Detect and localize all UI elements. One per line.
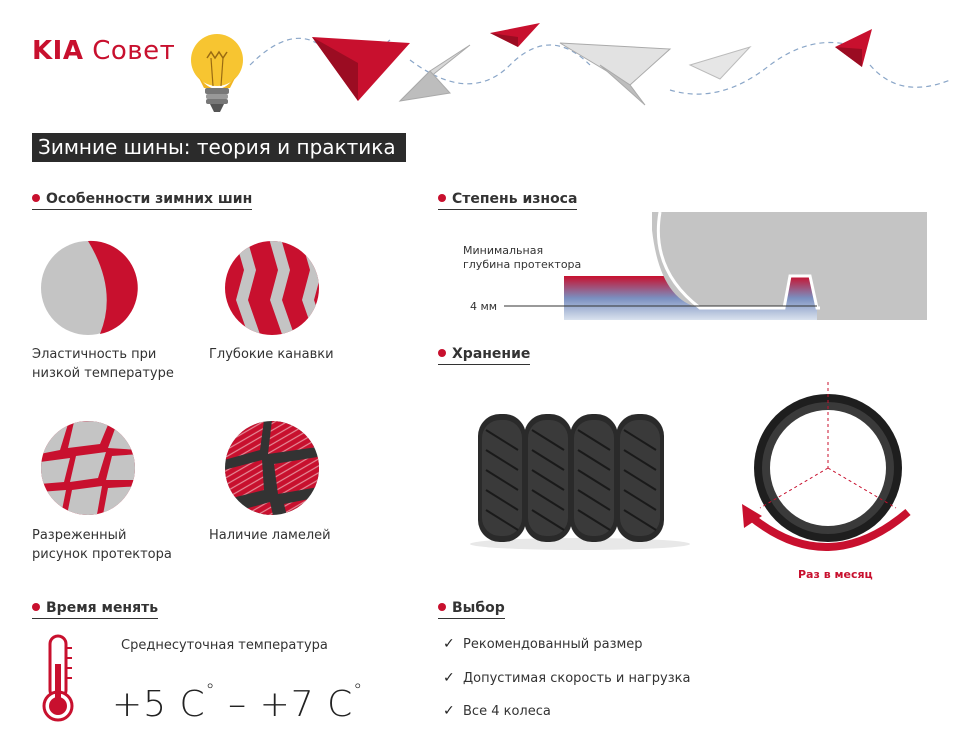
- four-tires-image: [470, 410, 700, 550]
- wear-label: [463, 244, 593, 272]
- checkmark-icon: ✓: [443, 703, 455, 719]
- choice-item-1: [443, 636, 643, 652]
- wear-heading: Степень износа: [438, 191, 577, 210]
- sipes-icon: [224, 420, 320, 516]
- feature-caption-1: [32, 345, 202, 383]
- choice-item-3-label: Все 4 колеса: [463, 704, 551, 719]
- rotate-tire-diagram: [740, 380, 920, 560]
- change-heading: Время менять: [32, 600, 158, 619]
- brand-sovet: Совет: [92, 36, 176, 66]
- lightbulb-icon: [186, 32, 248, 118]
- deep-grooves-icon: [224, 240, 320, 336]
- temp-unit-from: C: [179, 684, 206, 725]
- elasticity-icon: [40, 240, 136, 336]
- temp-dash: –: [228, 684, 248, 725]
- choice-item-2: [443, 670, 690, 686]
- feature-caption-1-line2: низкой температуре: [32, 366, 174, 381]
- brand-logo: [32, 36, 175, 66]
- wear-label-line2: глубина протектора: [463, 258, 582, 271]
- feature-caption-4-line1: Наличие ламелей: [209, 528, 331, 543]
- degree-icon: °: [353, 680, 364, 701]
- degree-icon: °: [205, 680, 216, 701]
- checkmark-icon: ✓: [443, 636, 455, 652]
- features-heading: Особенности зимних шин: [32, 191, 252, 210]
- feature-caption-4: [209, 526, 379, 545]
- feature-caption-2-line1: Глубокие канавки: [209, 347, 334, 362]
- feature-caption-2: [209, 345, 379, 364]
- temp-unit-to: C: [327, 684, 354, 725]
- wear-depth-value: 4 мм: [470, 300, 498, 313]
- choice-item-2-label: Допустимая скорость и нагрузка: [463, 671, 691, 686]
- feature-caption-3-line1: Разреженный: [32, 528, 127, 543]
- brand-kia: KIA: [32, 36, 84, 66]
- temperature-range: [112, 680, 363, 725]
- temp-to: +7: [259, 684, 315, 725]
- wear-label-line1: Минимальная: [463, 244, 544, 257]
- feature-caption-1-line1: Эластичность при: [32, 347, 157, 362]
- storage-heading: Хранение: [438, 346, 530, 365]
- choice-item-1-label: Рекомендованный размер: [463, 637, 643, 652]
- feature-caption-3: [32, 526, 202, 564]
- page-title: Зимние шины: теория и практика: [32, 133, 406, 162]
- rotate-label: Раз в месяц: [798, 568, 873, 581]
- feature-caption-3-line2: рисунок протектора: [32, 547, 172, 562]
- choice-heading: Выбор: [438, 600, 505, 619]
- sparse-tread-icon: [40, 420, 136, 516]
- change-label: Среднесуточная температура: [121, 638, 328, 653]
- paper-planes-decoration: [250, 5, 950, 115]
- thermometer-icon: [40, 634, 76, 724]
- temp-from: +5: [112, 684, 168, 725]
- choice-item-3: [443, 703, 551, 719]
- checkmark-icon: ✓: [443, 670, 455, 686]
